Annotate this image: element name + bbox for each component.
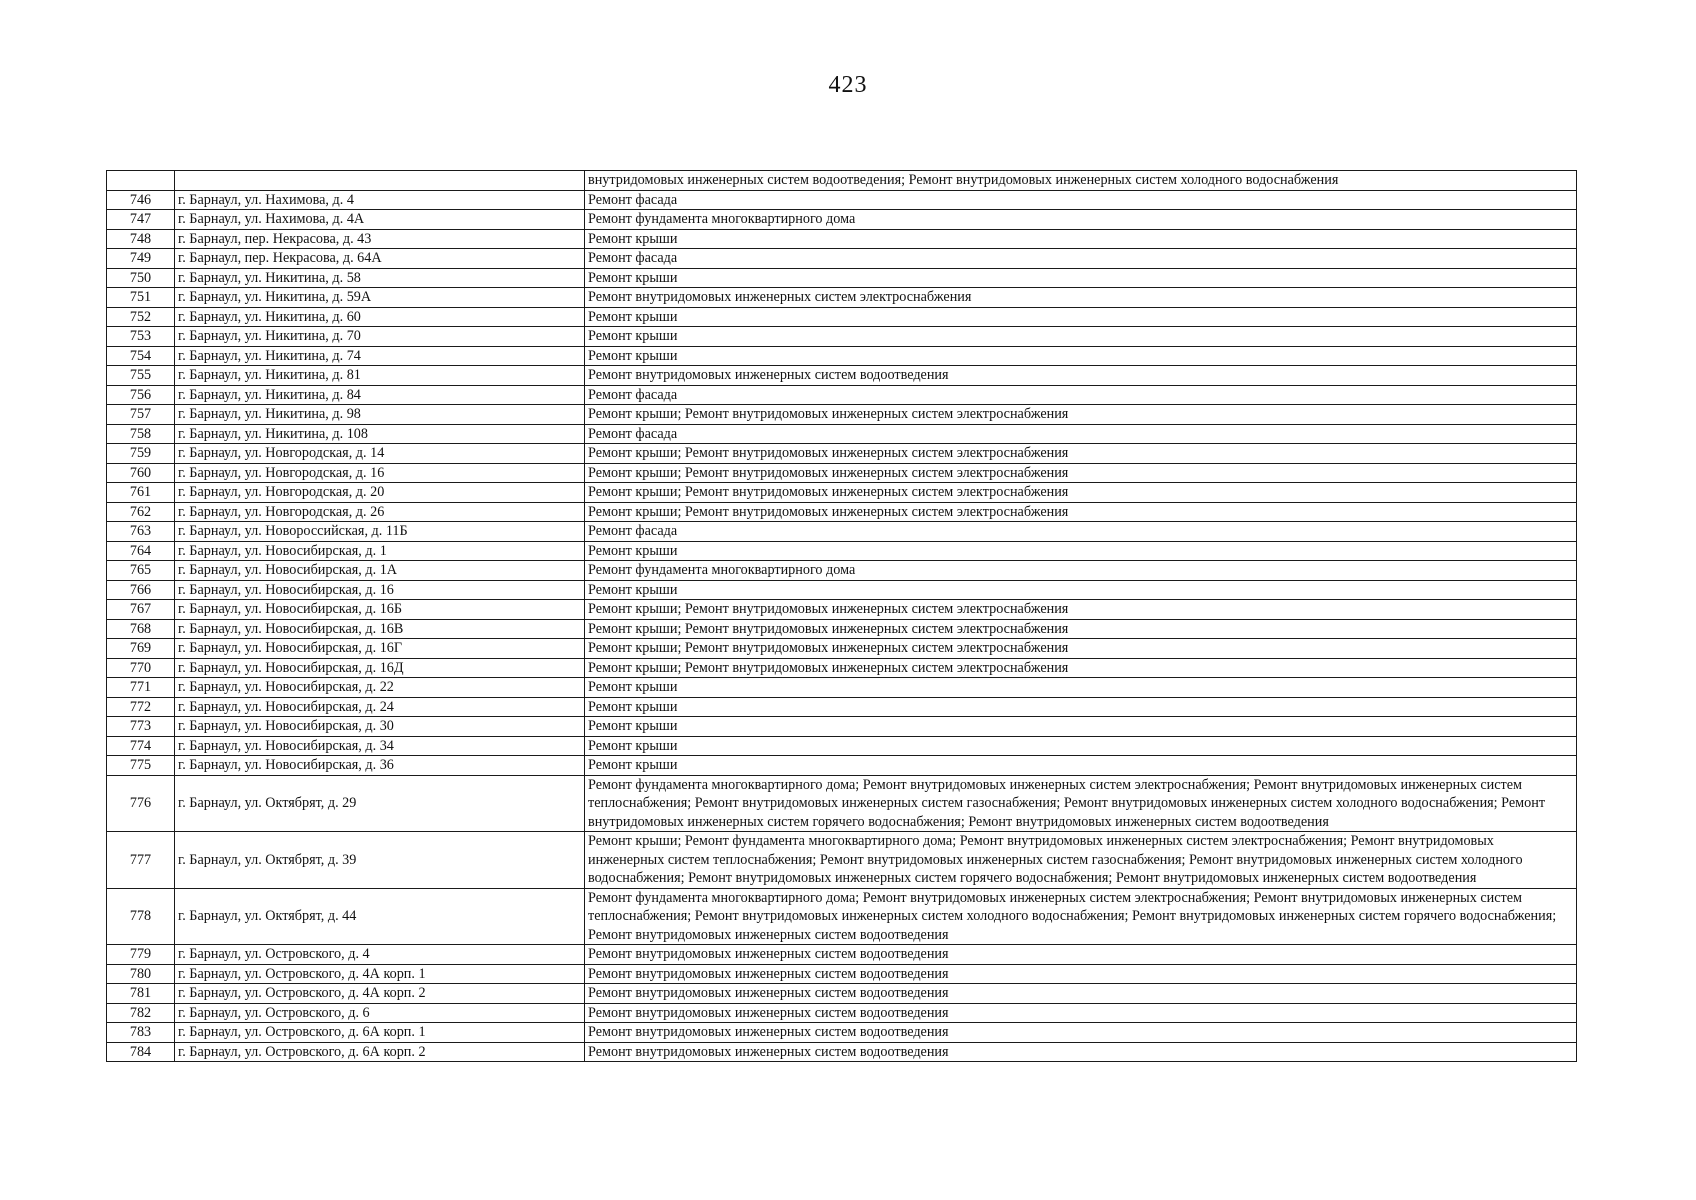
table-row [107,717,1577,737]
row-work: Ремонт фундамента многоквартирного дома; Ремонт внутридомовых инженерных систем электроснабжения; Ремонт внутридомовых инженерных систем теплоснабжения; Ремонт внутридомовых инженерных систем газоснабжения; Ремонт внутридомовых инженерных систем холодного водоснабжения; Ремонт внутридомовых инженерных систем горячего водоснабжения; Ремонт внутридомовых инженерных систем водоотведения [585,775,1577,832]
row-work: Ремонт внутридомовых инженерных систем водоотведения [585,945,1577,965]
row-work: Ремонт крыши [585,717,1577,737]
table-row [107,229,1577,249]
table-row [107,268,1577,288]
table-row [107,1042,1577,1062]
row-work: Ремонт внутридомовых инженерных систем водоотведения [585,1003,1577,1023]
table-row [107,1023,1577,1043]
table-row [107,945,1577,965]
row-number: 780 [107,964,175,984]
row-address: г. Барнаул, пер. Некрасова, д. 64А [175,249,585,269]
row-work: Ремонт фасада [585,249,1577,269]
row-number: 752 [107,307,175,327]
table-row [107,619,1577,639]
row-address: г. Барнаул, ул. Новгородская, д. 26 [175,502,585,522]
row-work: Ремонт крыши [585,307,1577,327]
row-address: г. Барнаул, ул. Новгородская, д. 16 [175,463,585,483]
row-number: 761 [107,483,175,503]
row-address: г. Барнаул, ул. Островского, д. 6А корп. 2 [175,1042,585,1062]
table-row [107,775,1577,832]
row-number: 768 [107,619,175,639]
row-number: 781 [107,984,175,1004]
row-work: внутридомовых инженерных систем водоотведения; Ремонт внутридомовых инженерных систем холодного водоснабжения [585,171,1577,191]
table-row [107,658,1577,678]
table-row [107,385,1577,405]
row-work: Ремонт крыши [585,229,1577,249]
table-row [107,346,1577,366]
row-number: 767 [107,600,175,620]
row-address: г. Барнаул, ул. Новосибирская, д. 1 [175,541,585,561]
table-row [107,984,1577,1004]
row-number: 755 [107,366,175,386]
row-number: 769 [107,639,175,659]
row-number: 764 [107,541,175,561]
row-address: г. Барнаул, ул. Новосибирская, д. 34 [175,736,585,756]
row-address: г. Барнаул, ул. Новосибирская, д. 1А [175,561,585,581]
row-address: г. Барнаул, ул. Новосибирская, д. 16Б [175,600,585,620]
row-number: 765 [107,561,175,581]
row-address: г. Барнаул, ул. Октябрят, д. 39 [175,832,585,889]
row-address: г. Барнаул, ул. Никитина, д. 98 [175,405,585,425]
table-row [107,736,1577,756]
row-work: Ремонт фасада [585,385,1577,405]
row-work: Ремонт крыши [585,697,1577,717]
row-work: Ремонт фасада [585,424,1577,444]
table-row [107,424,1577,444]
row-number: 756 [107,385,175,405]
table-row [107,522,1577,542]
row-address: г. Барнаул, ул. Никитина, д. 58 [175,268,585,288]
table-row [107,288,1577,308]
row-address: г. Барнаул, ул. Никитина, д. 81 [175,366,585,386]
row-number: 773 [107,717,175,737]
table-row [107,832,1577,889]
row-address: г. Барнаул, ул. Новосибирская, д. 36 [175,756,585,776]
row-number: 778 [107,888,175,945]
row-address: г. Барнаул, ул. Островского, д. 4 [175,945,585,965]
table-row [107,678,1577,698]
row-address: г. Барнаул, ул. Островского, д. 6А корп. 1 [175,1023,585,1043]
row-number: 750 [107,268,175,288]
row-address: г. Барнаул, ул. Новосибирская, д. 16Д [175,658,585,678]
row-work: Ремонт внутридомовых инженерных систем водоотведения [585,964,1577,984]
row-address: г. Барнаул, пер. Некрасова, д. 43 [175,229,585,249]
table-row [107,444,1577,464]
row-address: г. Барнаул, ул. Нахимова, д. 4 [175,190,585,210]
row-address: г. Барнаул, ул. Новосибирская, д. 16В [175,619,585,639]
row-number: 763 [107,522,175,542]
row-address: г. Барнаул, ул. Новосибирская, д. 22 [175,678,585,698]
row-address: г. Барнаул, ул. Никитина, д. 108 [175,424,585,444]
row-work: Ремонт крыши; Ремонт внутридомовых инженерных систем электроснабжения [585,639,1577,659]
table-row [107,307,1577,327]
table-row [107,600,1577,620]
row-work: Ремонт фундамента многоквартирного дома [585,210,1577,230]
repair-table [106,170,1577,1062]
table-row [107,249,1577,269]
row-number: 759 [107,444,175,464]
row-work: Ремонт внутридомовых инженерных систем водоотведения [585,1023,1577,1043]
row-number: 762 [107,502,175,522]
row-number: 747 [107,210,175,230]
table-row [107,1003,1577,1023]
row-work: Ремонт крыши; Ремонт внутридомовых инженерных систем электроснабжения [585,444,1577,464]
row-work: Ремонт внутридомовых инженерных систем электроснабжения [585,288,1577,308]
row-number: 775 [107,756,175,776]
row-address: г. Барнаул, ул. Октябрят, д. 44 [175,888,585,945]
table-row [107,502,1577,522]
table-row [107,190,1577,210]
row-number: 772 [107,697,175,717]
row-work: Ремонт крыши [585,541,1577,561]
row-number: 749 [107,249,175,269]
row-work: Ремонт фундамента многоквартирного дома; Ремонт внутридомовых инженерных систем электроснабжения; Ремонт внутридомовых инженерных систем теплоснабжения; Ремонт внутридомовых инженерных систем холодного водоснабжения; Ремонт внутридомовых инженерных систем горячего водоснабжения; Ремонт внутридомовых инженерных систем водоотведения [585,888,1577,945]
row-work: Ремонт крыши; Ремонт внутридомовых инженерных систем электроснабжения [585,619,1577,639]
row-work: Ремонт крыши; Ремонт внутридомовых инженерных систем электроснабжения [585,405,1577,425]
row-number: 751 [107,288,175,308]
table-row [107,697,1577,717]
row-work: Ремонт фасада [585,522,1577,542]
row-address: г. Барнаул, ул. Островского, д. 6 [175,1003,585,1023]
row-number: 783 [107,1023,175,1043]
row-work: Ремонт крыши [585,736,1577,756]
row-address: г. Барнаул, ул. Новгородская, д. 20 [175,483,585,503]
repair-table-container [106,170,1576,1062]
row-address: г. Барнаул, ул. Новосибирская, д. 16 [175,580,585,600]
page-number: 423 [828,72,868,98]
row-work: Ремонт крыши [585,327,1577,347]
row-address: г. Барнаул, ул. Новгородская, д. 14 [175,444,585,464]
row-number: 770 [107,658,175,678]
table-row [107,327,1577,347]
row-address: г. Барнаул, ул. Никитина, д. 74 [175,346,585,366]
row-work: Ремонт крыши [585,678,1577,698]
table-row [107,639,1577,659]
row-work: Ремонт крыши; Ремонт внутридомовых инженерных систем электроснабжения [585,483,1577,503]
row-number: 774 [107,736,175,756]
row-work: Ремонт крыши [585,756,1577,776]
row-number: 757 [107,405,175,425]
row-address: г. Барнаул, ул. Никитина, д. 60 [175,307,585,327]
row-address: г. Барнаул, ул. Никитина, д. 84 [175,385,585,405]
row-address: г. Барнаул, ул. Новороссийская, д. 11Б [175,522,585,542]
table-row [107,405,1577,425]
row-address [175,171,585,191]
row-work: Ремонт внутридомовых инженерных систем водоотведения [585,1042,1577,1062]
row-number: 753 [107,327,175,347]
row-address: г. Барнаул, ул. Новосибирская, д. 24 [175,697,585,717]
row-work: Ремонт крыши; Ремонт внутридомовых инженерных систем электроснабжения [585,502,1577,522]
table-row [107,210,1577,230]
row-number: 748 [107,229,175,249]
row-number: 777 [107,832,175,889]
row-number [107,171,175,191]
table-row [107,888,1577,945]
row-work: Ремонт фундамента многоквартирного дома [585,561,1577,581]
table-row [107,964,1577,984]
row-number: 758 [107,424,175,444]
row-address: г. Барнаул, ул. Никитина, д. 70 [175,327,585,347]
row-work: Ремонт крыши; Ремонт внутридомовых инженерных систем электроснабжения [585,600,1577,620]
row-work: Ремонт крыши; Ремонт внутридомовых инженерных систем электроснабжения [585,463,1577,483]
table-row [107,463,1577,483]
row-number: 746 [107,190,175,210]
repair-table-body [107,171,1577,1062]
row-work: Ремонт крыши [585,268,1577,288]
row-work: Ремонт внутридомовых инженерных систем водоотведения [585,366,1577,386]
row-work: Ремонт крыши [585,580,1577,600]
table-row [107,756,1577,776]
row-number: 760 [107,463,175,483]
table-row [107,561,1577,581]
row-number: 754 [107,346,175,366]
table-row [107,483,1577,503]
row-work: Ремонт внутридомовых инженерных систем водоотведения [585,984,1577,1004]
table-row [107,580,1577,600]
row-number: 784 [107,1042,175,1062]
row-work: Ремонт крыши [585,346,1577,366]
table-row [107,366,1577,386]
row-number: 771 [107,678,175,698]
row-address: г. Барнаул, ул. Никитина, д. 59А [175,288,585,308]
row-address: г. Барнаул, ул. Новосибирская, д. 30 [175,717,585,737]
row-work: Ремонт крыши; Ремонт фундамента многоквартирного дома; Ремонт внутридомовых инженерных систем электроснабжения; Ремонт внутридомовых инженерных систем теплоснабжения; Ремонт внутридомовых инженерных систем газоснабжения; Ремонт внутридомовых инженерных систем холодного водоснабжения; Ремонт внутридомовых инженерных систем горячего водоснабжения; Ремонт внутридомовых инженерных систем водоотведения [585,832,1577,889]
row-address: г. Барнаул, ул. Новосибирская, д. 16Г [175,639,585,659]
row-work: Ремонт крыши; Ремонт внутридомовых инженерных систем электроснабжения [585,658,1577,678]
row-address: г. Барнаул, ул. Нахимова, д. 4А [175,210,585,230]
row-number: 776 [107,775,175,832]
row-work: Ремонт фасада [585,190,1577,210]
row-address: г. Барнаул, ул. Октябрят, д. 29 [175,775,585,832]
row-number: 779 [107,945,175,965]
row-number: 782 [107,1003,175,1023]
row-address: г. Барнаул, ул. Островского, д. 4А корп. 1 [175,964,585,984]
row-address: г. Барнаул, ул. Островского, д. 4А корп. 2 [175,984,585,1004]
row-number: 766 [107,580,175,600]
table-row-continuation [107,171,1577,191]
table-row [107,541,1577,561]
